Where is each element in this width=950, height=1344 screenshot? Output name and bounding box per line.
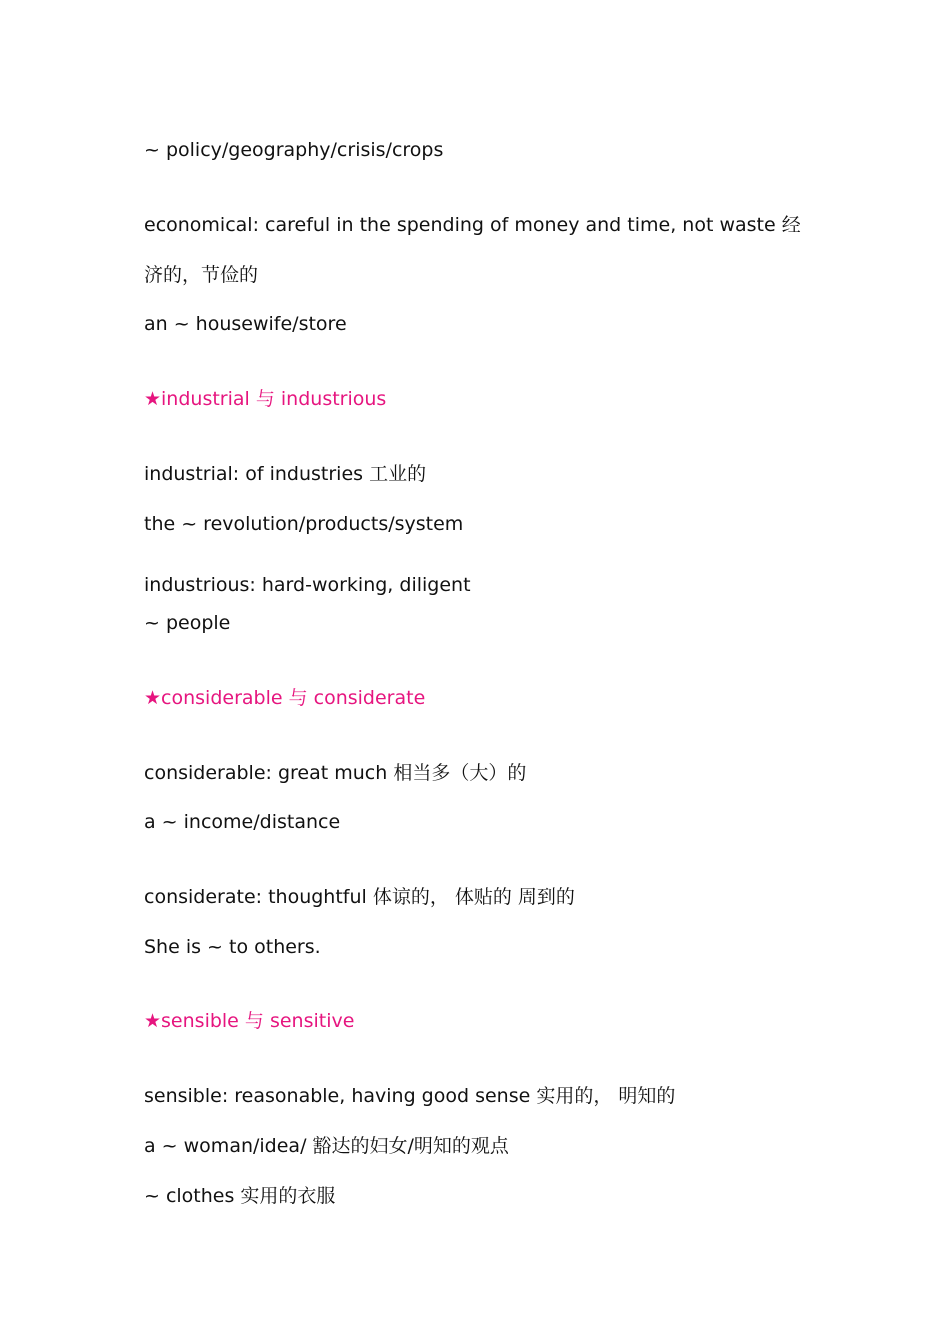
section-heading: ★considerable 与 considerate [144,687,426,709]
text-line: a ~ woman/idea/ 豁达的妇女/明知的观点 [144,1135,509,1157]
text-line: sensible: reasonable, having good sense 实用的， 明知的 [144,1085,676,1107]
text-line: the ~ revolution/products/system [144,513,464,535]
section-heading: ★sensible 与 sensitive [144,1010,355,1032]
text-line: She is ~ to others. [144,936,321,958]
text-line: economical: careful in the spending of money and time, not waste 经 [144,214,801,236]
text-line: ~ people [144,612,231,634]
text-line: industrial: of industries 工业的 [144,463,427,485]
text-line: considerable: great much 相当多（大）的 [144,762,527,784]
text-line: 济的，节俭的 [144,264,259,286]
section-heading: ★industrial 与 industrious [144,388,387,410]
text-line: industrious: hard-working, diligent [144,574,471,596]
text-line: ~ policy/geography/crisis/crops [144,139,444,161]
text-line: an ~ housewife/store [144,313,347,335]
text-line: considerate: thoughtful 体谅的， 体贴的 周到的 [144,886,575,908]
text-line: a ~ income/distance [144,811,341,833]
text-line: ~ clothes 实用的衣服 [144,1185,336,1207]
